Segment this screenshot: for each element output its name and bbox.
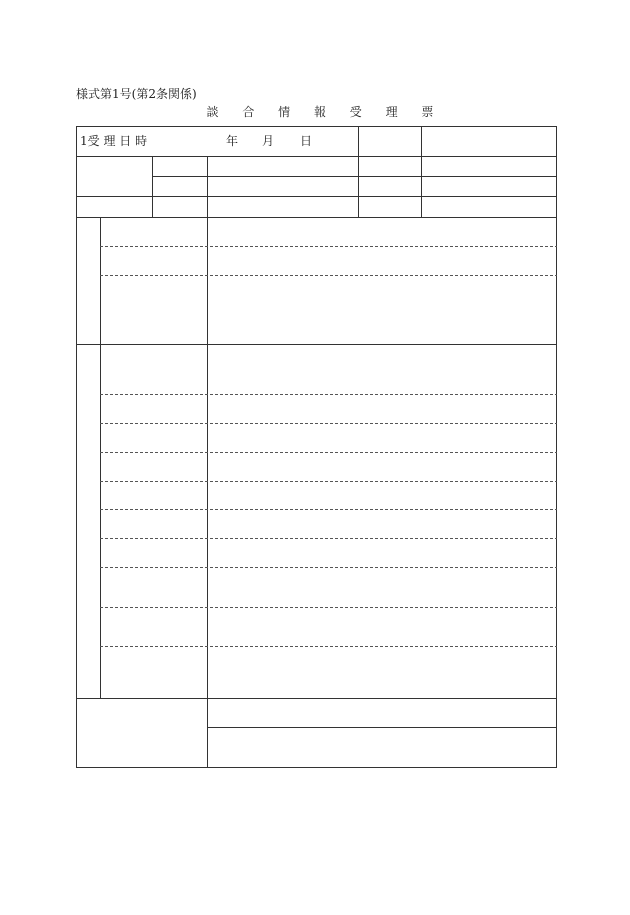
- form-sheet: [76, 126, 557, 768]
- day-unit: 日: [300, 134, 313, 148]
- form-number: 様式第1号(第2条関係): [76, 87, 197, 101]
- form-grid-lines: [76, 126, 557, 768]
- form-title: 談 合 情 報 受 理 票: [206, 105, 444, 119]
- month-unit: 月: [262, 134, 275, 148]
- year-unit: 年: [226, 134, 239, 148]
- reception-datetime-label: 1受 理 日 時: [80, 134, 148, 148]
